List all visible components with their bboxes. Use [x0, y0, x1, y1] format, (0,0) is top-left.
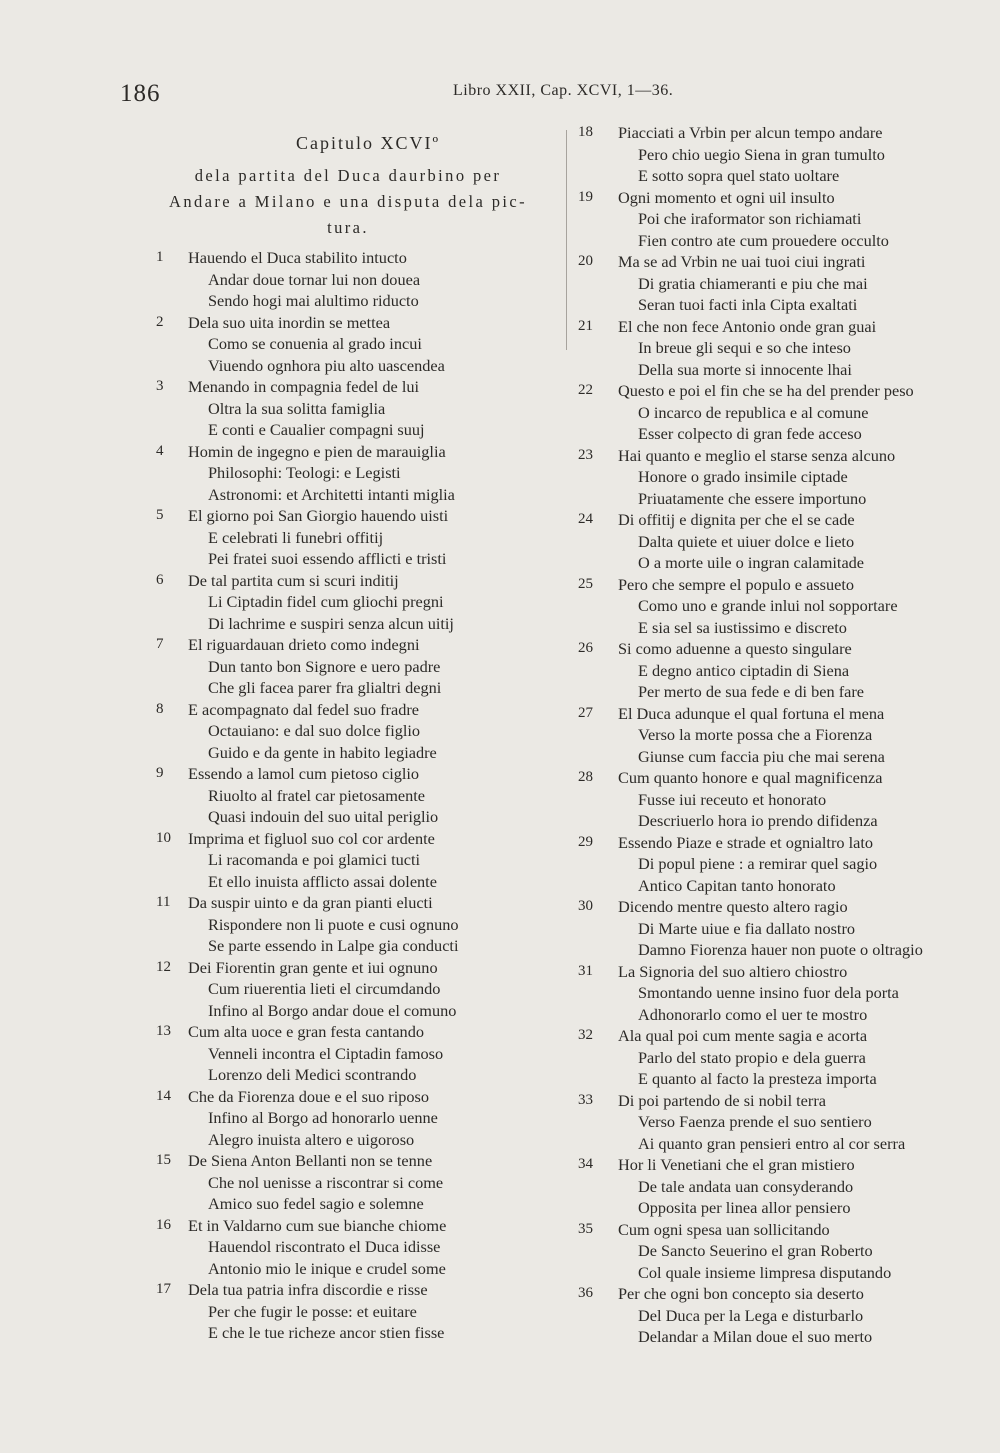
- verse-line: Imprima et figluol suo col cor ardente: [188, 828, 435, 848]
- stanza: [578, 187, 983, 252]
- verse-line: Cum ogni spesa uan sollicitando: [618, 1219, 830, 1239]
- left-column: [138, 130, 558, 1344]
- verse-line: Alegro inuista altero e uigoroso: [208, 1129, 415, 1149]
- stanza: [578, 1025, 983, 1090]
- stanza: [578, 638, 983, 703]
- stanza: [138, 634, 558, 699]
- stanza-verses: [188, 763, 558, 828]
- stanza-verses: [618, 1154, 983, 1219]
- verse-line: Per merto de sua fede e di ben fare: [638, 682, 865, 701]
- verse-line: Sendo hogi mai alultimo riducto: [208, 291, 419, 310]
- stanza-number: 20: [578, 253, 593, 269]
- stanza: [138, 828, 558, 893]
- stanza-number: 7: [156, 636, 164, 652]
- stanza-verses: [188, 441, 558, 506]
- stanza-number: 12: [156, 958, 171, 975]
- verse-line: Della sua morte si innocente lhai: [638, 359, 852, 379]
- verse-line: Honore o grado insimile ciptade: [638, 467, 848, 486]
- verse-line: Antonio mio le inique e crudel some: [208, 1258, 446, 1278]
- stanza-number: 13: [156, 1023, 171, 1039]
- column-divider: [566, 130, 567, 350]
- stanza: [138, 1021, 558, 1086]
- stanza-number: 5: [156, 507, 164, 523]
- stanza: [138, 376, 558, 441]
- stanza-verses: [188, 570, 558, 635]
- right-column: [578, 122, 983, 1348]
- stanza-number: 8: [156, 700, 164, 717]
- stanza: [578, 1154, 983, 1219]
- stanza: [138, 1279, 558, 1344]
- chapter-summary: [138, 163, 558, 241]
- stanza-number: 25: [578, 575, 593, 592]
- stanza: [138, 1215, 558, 1280]
- stanza: [578, 1090, 983, 1155]
- stanza-verses: [188, 1021, 558, 1086]
- verse-line: Octauiano: e dal suo dolce figlio: [208, 721, 421, 740]
- verse-line: Pei fratei suoi essendo afflicti e tristi: [208, 549, 447, 568]
- stanza-number: 4: [156, 442, 164, 459]
- verse-line: Poi che iraformator son richiamati: [638, 209, 862, 228]
- verse-line: Si como aduenne a questo singulare: [618, 639, 852, 658]
- stanza-verses: [188, 892, 558, 957]
- stanza-number: 11: [156, 894, 171, 910]
- stanza-verses: [618, 961, 983, 1026]
- stanza-number: 23: [578, 446, 593, 463]
- verse-line: Lorenzo deli Medici scontrando: [208, 1065, 417, 1084]
- chapter-summary-line: tura.: [327, 218, 369, 237]
- verse-line: Hai quanto e meglio el starse senza alcuno: [618, 445, 896, 465]
- stanza-verses: [618, 509, 983, 574]
- verse-line: Col quale insieme limpresa disputando: [638, 1262, 892, 1282]
- verse-line: Smontando uenne insino fuor dela porta: [638, 983, 899, 1002]
- stanza-verses: [188, 828, 558, 893]
- verse-line: Hor li Venetiani che el gran mistiero: [618, 1155, 855, 1174]
- stanza: [138, 312, 558, 377]
- stanza-verses: [188, 505, 558, 570]
- verse-line: Viuendo ognhora piu alto uascendea: [208, 355, 445, 375]
- chapter-title: Capitulo XCVIº: [295, 133, 441, 153]
- verse-line: Li Ciptadin fidel cum gliochi pregni: [208, 592, 444, 611]
- stanza-number: 22: [578, 382, 593, 398]
- chapter-summary-line: Andare a Milano e una disputa dela pic-: [169, 192, 527, 211]
- stanza: [138, 892, 558, 957]
- verse-line: Damno Fiorenza hauer non puote o oltragio: [638, 940, 923, 959]
- verse-line: Dalta quiete et uiuer dolce e lieto: [638, 531, 855, 551]
- verse-line: Riuolto al fratel car pietosamente: [208, 785, 425, 805]
- stanza-number: 36: [578, 1285, 593, 1301]
- stanza-number: 28: [578, 769, 593, 785]
- verse-line: Venneli incontra el Ciptadin famoso: [208, 1043, 444, 1063]
- stanza-verses: [618, 251, 983, 316]
- verse-line: Che da Fiorenza doue e el suo riposo: [188, 1086, 429, 1106]
- stanza-number: 14: [156, 1087, 171, 1104]
- stanza: [578, 122, 983, 187]
- verse-line: Se parte essendo in Lalpe gia conducti: [208, 936, 459, 955]
- verse-line: Antico Capitan tanto honorato: [638, 875, 836, 895]
- verse-line: Como se conuenia al grado incui: [208, 334, 422, 353]
- stanza-verses: [618, 380, 983, 445]
- stanza-verses: [188, 376, 558, 441]
- verse-line: Esser colpecto di gran fede acceso: [638, 424, 862, 443]
- verse-line: Seran tuoi facti inla Cipta exaltati: [638, 295, 858, 314]
- verse-line: El Duca adunque el qual fortuna el mena: [618, 703, 885, 723]
- verse-line: Philosophi: Teologi: e Legisti: [208, 463, 401, 482]
- stanza-verses: [188, 247, 558, 312]
- verse-line: Per che ogni bon concepto sia deserto: [618, 1284, 864, 1303]
- verse-line: Pero chio uegio Siena in gran tumulto: [638, 144, 885, 164]
- stanza-number: 1: [156, 249, 164, 265]
- stanza-verses: [618, 445, 983, 510]
- verse-line: Giunse cum faccia piu che mai serena: [638, 746, 885, 766]
- stanza-verses: [618, 767, 983, 832]
- verse-line: Li racomanda e poi glamici tucti: [208, 850, 421, 869]
- stanza: [138, 1150, 558, 1215]
- stanza: [578, 509, 983, 574]
- stanza-verses: [188, 957, 558, 1022]
- stanza-verses: [618, 316, 983, 381]
- verse-line: Essendo Piaze e strade et ognialtro lato: [618, 832, 873, 852]
- verse-line: Delandar a Milan doue el suo merto: [638, 1327, 873, 1346]
- verse-line: Ogni momento et ogni uil insulto: [618, 187, 835, 207]
- stanza-verses: [618, 574, 983, 639]
- verse-line: Guido e da gente in habito legiadre: [208, 742, 437, 762]
- verse-line: Fien contro ate cum prouedere occulto: [638, 230, 889, 250]
- stanza-number: 3: [156, 378, 164, 394]
- stanza-verses: [188, 1086, 558, 1151]
- verse-line: Infino al Borgo ad honorarlo uenne: [208, 1108, 438, 1127]
- stanza-verses: [188, 1279, 558, 1344]
- stanza-number: 30: [578, 898, 593, 914]
- stanza-verses: [618, 1283, 983, 1348]
- verse-line: Cum quanto honore e qual magnificenza: [618, 768, 883, 787]
- verse-line: Hauendo el Duca stabilito intucto: [188, 248, 407, 267]
- stanza: [578, 767, 983, 832]
- stanza-verses: [188, 699, 558, 764]
- verse-line: E degno antico ciptadin di Siena: [638, 660, 850, 680]
- page-number: 186: [120, 80, 161, 107]
- stanza-number: 35: [578, 1220, 593, 1237]
- stanza-number: 32: [578, 1027, 593, 1043]
- verse-line: Parlo del stato propio e dela guerra: [638, 1047, 866, 1067]
- stanza-number: 2: [156, 313, 164, 330]
- verse-line: De Sancto Seuerino el gran Roberto: [638, 1241, 873, 1260]
- stanza-number: 34: [578, 1156, 593, 1172]
- verse-line: E sotto sopra quel stato uoltare: [638, 166, 840, 185]
- verse-line: Che gli facea parer fra glialtri degni: [208, 678, 442, 697]
- verse-line: Fusse iui receuto et honorato: [638, 789, 827, 809]
- stanza: [578, 896, 983, 961]
- verse-line: Priuatamente che essere importuno: [638, 488, 867, 508]
- stanza-verses: [618, 1025, 983, 1090]
- verse-line: E sia sel sa iustissimo e discreto: [638, 617, 847, 637]
- stanza-number: 15: [156, 1152, 171, 1168]
- verse-line: E che le tue richeze ancor stien fisse: [208, 1323, 445, 1342]
- verse-line: Del Duca per la Lega e disturbarlo: [638, 1305, 864, 1325]
- stanza-number: 9: [156, 765, 164, 781]
- stanza: [578, 316, 983, 381]
- verse-line: De tal partita cum si scuri inditij: [188, 570, 399, 590]
- verse-line: O incarco de republica e al comune: [638, 402, 869, 422]
- stanza-number: 16: [156, 1216, 171, 1233]
- verse-line: De tale andata uan consyderando: [638, 1176, 854, 1196]
- verse-line: Amico suo fedel sagio e solemne: [208, 1194, 424, 1213]
- verse-line: Menando in compagnia fedel de lui: [188, 377, 420, 396]
- verse-line: E celebrati li funebri offitij: [208, 527, 384, 547]
- chapter-summary-line: dela partita del Duca daurbino per: [194, 166, 502, 185]
- verse-line: E conti e Caualier compagni suuj: [208, 420, 425, 439]
- verse-line: Et in Valdarno cum sue bianche chiome: [188, 1215, 447, 1235]
- verse-line: Cum riuerentia lieti el circumdando: [208, 979, 441, 998]
- stanza-verses: [618, 638, 983, 703]
- stanza-verses: [618, 122, 983, 187]
- verse-line: Homin de ingegno e pien de marauiglia: [188, 441, 446, 461]
- verse-line: La Signoria del suo altiero chiostro: [618, 961, 848, 981]
- verse-line: Pero che sempre el populo e assueto: [618, 574, 855, 594]
- verse-line: De Siena Anton Bellanti non se tenne: [188, 1151, 433, 1170]
- stanza-verses: [618, 703, 983, 768]
- stanza: [138, 957, 558, 1022]
- stanza: [578, 445, 983, 510]
- verse-line: Per che fugir le posse: et euitare: [208, 1301, 417, 1321]
- stanza: [138, 699, 558, 764]
- stanza: [578, 1219, 983, 1284]
- verse-line: El giorno poi San Giorgio hauendo uisti: [188, 506, 449, 525]
- verse-line: E acompagnato dal fedel suo fradre: [188, 699, 419, 719]
- verse-line: Di lachrime e suspiri senza alcun uitij: [208, 613, 454, 633]
- stanza-number: 24: [578, 511, 593, 527]
- stanza-verses: [618, 896, 983, 961]
- stanza-verses: [618, 832, 983, 897]
- verse-line: Dicendo mentre questo altero ragio: [618, 897, 848, 916]
- stanza-number: 33: [578, 1091, 593, 1108]
- verse-line: Quasi indouin del suo uital periglio: [208, 807, 439, 826]
- verse-line: Et ello inuista afflicto assai dolente: [208, 871, 437, 891]
- verse-line: Dela tua patria infra discordie e risse: [188, 1280, 428, 1299]
- stanza-number: 18: [578, 124, 593, 140]
- stanza-number: 31: [578, 962, 593, 979]
- verse-line: Di offitij e dignita per che el se cade: [618, 510, 855, 529]
- stanza-verses: [188, 634, 558, 699]
- verse-line: In breue gli sequi e so che inteso: [638, 338, 851, 357]
- stanza-verses: [188, 1215, 558, 1280]
- stanza-verses: [618, 187, 983, 252]
- verse-line: Essendo a lamol cum pietoso ciglio: [188, 764, 420, 783]
- stanza: [578, 251, 983, 316]
- verse-line: Piacciati a Vrbin per alcun tempo andare: [618, 123, 883, 142]
- verse-line: Ma se ad Vrbin ne uai tuoi ciui ingrati: [618, 252, 866, 271]
- verse-line: Andar doue tornar lui non douea: [208, 269, 421, 289]
- stanza: [138, 505, 558, 570]
- stanza: [138, 247, 558, 312]
- verse-line: Oltra la sua solitta famiglia: [208, 398, 386, 418]
- stanza: [578, 380, 983, 445]
- stanza: [138, 763, 558, 828]
- verse-line: Adhonorarlo como el uer te mostro: [638, 1004, 868, 1024]
- stanza-number: 26: [578, 640, 593, 656]
- verse-line: Descriuerlo hora io prendo difidenza: [638, 811, 878, 830]
- verse-line: Di popul piene : a remirar quel sagio: [638, 854, 878, 873]
- stanza-number: 27: [578, 704, 593, 721]
- verse-line: Infino al Borgo andar doue el comuno: [208, 1000, 457, 1020]
- stanza-verses: [188, 312, 558, 377]
- stanza-number: 29: [578, 833, 593, 850]
- verse-line: Di gratia chiameranti e piu che mai: [638, 273, 868, 293]
- verse-line: Che nol uenisse a riscontrar si come: [208, 1172, 444, 1192]
- stanza: [578, 703, 983, 768]
- stanza: [578, 574, 983, 639]
- verse-line: Di poi partendo de si nobil terra: [618, 1090, 826, 1110]
- stanza-verses: [618, 1090, 983, 1155]
- right-stanza-list: [578, 122, 983, 1348]
- verse-line: Di Marte uiue e fia dallato nostro: [638, 918, 856, 938]
- left-stanza-list: [138, 247, 558, 1344]
- stanza-number: 19: [578, 188, 593, 205]
- verse-line: Cum alta uoce e gran festa cantando: [188, 1022, 424, 1041]
- stanza: [138, 570, 558, 635]
- verse-line: Como uno e grande inlui nol sopportare: [638, 596, 898, 615]
- stanza: [578, 961, 983, 1026]
- verse-line: Hauendol riscontrato el Duca idisse: [208, 1237, 441, 1256]
- verse-line: Dei Fiorentin gran gente et iui ognuno: [188, 957, 438, 977]
- verse-line: Verso la morte possa che a Fiorenza: [638, 725, 873, 744]
- stanza: [578, 1283, 983, 1348]
- stanza: [578, 832, 983, 897]
- verse-line: O a morte uile o ingran calamitade: [638, 553, 865, 572]
- stanza-number: 10: [156, 829, 171, 846]
- stanza: [138, 1086, 558, 1151]
- verse-line: Dela suo uita inordin se mettea: [188, 312, 391, 332]
- stanza-number: 21: [578, 317, 593, 334]
- stanza-verses: [188, 1150, 558, 1215]
- verse-line: Opposita per linea allor pensiero: [638, 1198, 851, 1217]
- verse-line: Rispondere non li puote e cusi ognuno: [208, 914, 459, 934]
- verse-line: Dun tanto bon Signore e uero padre: [208, 656, 441, 676]
- verse-line: El che non fece Antonio onde gran guai: [618, 316, 877, 336]
- stanza: [138, 441, 558, 506]
- verse-line: Questo e poi el fin che se ha del prender peso: [618, 381, 914, 400]
- verse-line: El riguardauan drieto como indegni: [188, 635, 420, 654]
- running-head: Libro XXII, Cap. XCVI, 1—36.: [453, 82, 674, 99]
- stanza-number: 17: [156, 1281, 171, 1297]
- verse-line: Verso Faenza prende el suo sentiero: [638, 1112, 872, 1131]
- verse-line: Da suspir uinto e da gran pianti elucti: [188, 893, 433, 912]
- verse-line: E quanto al facto la presteza importa: [638, 1069, 877, 1088]
- stanza-verses: [618, 1219, 983, 1284]
- verse-line: Astronomi: et Architetti intanti miglia: [208, 484, 455, 504]
- verse-line: Ai quanto gran pensieri entro al cor serra: [638, 1133, 906, 1153]
- verse-line: Ala qual poi cum mente sagia e acorta: [618, 1026, 868, 1045]
- stanza-number: 6: [156, 571, 164, 588]
